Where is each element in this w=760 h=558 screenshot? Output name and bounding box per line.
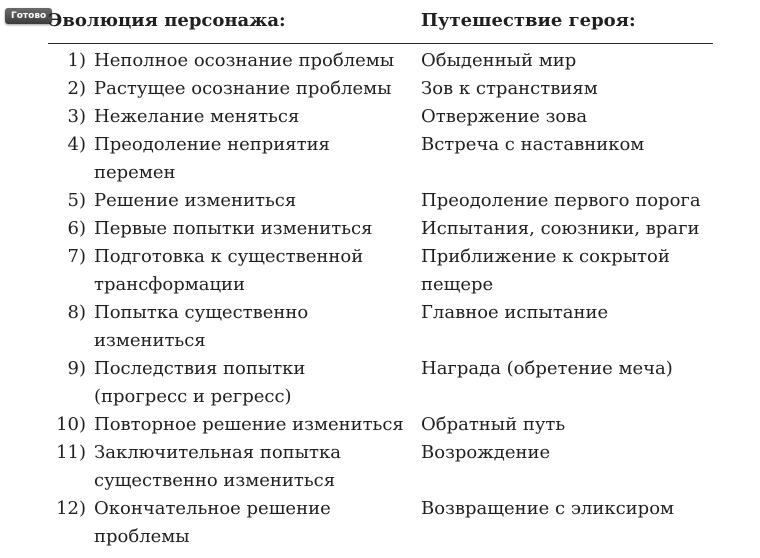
table-row [0, 355, 760, 411]
journey-cell: Зов к странствиям [421, 78, 598, 99]
header-heros-journey: Путешествие героя: [421, 10, 636, 31]
journey-cell: Главное испытание [421, 302, 609, 323]
table-row [0, 439, 760, 495]
row-number: 1) [67, 50, 86, 71]
row-number: 2) [67, 78, 86, 99]
row-number: 11) [56, 442, 86, 463]
header-character-evolution: Эволюция персонажа: [48, 10, 286, 31]
table-row [0, 47, 760, 75]
table-header [0, 6, 760, 36]
evolution-cell: Решение измениться [94, 190, 297, 211]
table-row [0, 103, 760, 131]
table-row [0, 243, 760, 299]
row-number: 3) [67, 106, 86, 127]
journey-cell: Отвержение зова [421, 106, 588, 127]
table-row [0, 187, 760, 215]
journey-cell: Обыденный мир [421, 50, 577, 71]
evolution-cell: Подготовка к существенной трансформации [94, 246, 364, 295]
row-number: 4) [67, 134, 86, 155]
row-number: 10) [56, 414, 86, 435]
table-body [0, 47, 760, 551]
evolution-cell: Первые попытки измениться [94, 218, 373, 239]
table-row [0, 131, 760, 187]
done-button[interactable]: Готово [5, 8, 52, 24]
evolution-cell: Последствия попытки (прогресс и регресс) [94, 358, 306, 407]
evolution-cell: Повторное решение измениться [94, 414, 404, 435]
journey-cell: Награда (обретение меча) [421, 358, 673, 379]
journey-cell: Обратный путь [421, 414, 566, 435]
journey-cell: Встреча с наставником [421, 134, 645, 155]
evolution-cell: Попытка существенно измениться [94, 302, 309, 351]
journey-cell: Возвращение с эликсиром [421, 498, 675, 519]
evolution-cell: Нежелание меняться [94, 106, 300, 127]
row-number: 9) [67, 358, 86, 379]
evolution-cell: Заключительная попытка существенно измениться [94, 442, 341, 491]
row-number: 5) [67, 190, 86, 211]
header-divider [48, 43, 713, 44]
table-row [0, 411, 760, 439]
journey-cell: Испытания, союзники, враги [421, 218, 700, 239]
journey-cell: Возрождение [421, 442, 551, 463]
row-number: 8) [67, 302, 86, 323]
row-number: 12) [56, 498, 86, 519]
evolution-cell: Преодоление неприятия перемен [94, 134, 330, 183]
table-row [0, 495, 760, 551]
table-row [0, 215, 760, 243]
row-number: 6) [67, 218, 86, 239]
journey-cell: Приближение к сокрытой пещере [421, 246, 670, 295]
evolution-cell: Неполное осознание проблемы [94, 50, 395, 71]
row-number: 7) [67, 246, 86, 267]
table-row [0, 75, 760, 103]
journey-cell: Преодоление первого порога [421, 190, 701, 211]
evolution-cell: Окончательное решение проблемы [94, 498, 331, 547]
evolution-cell: Растущее осознание проблемы [94, 78, 392, 99]
table-row [0, 299, 760, 355]
